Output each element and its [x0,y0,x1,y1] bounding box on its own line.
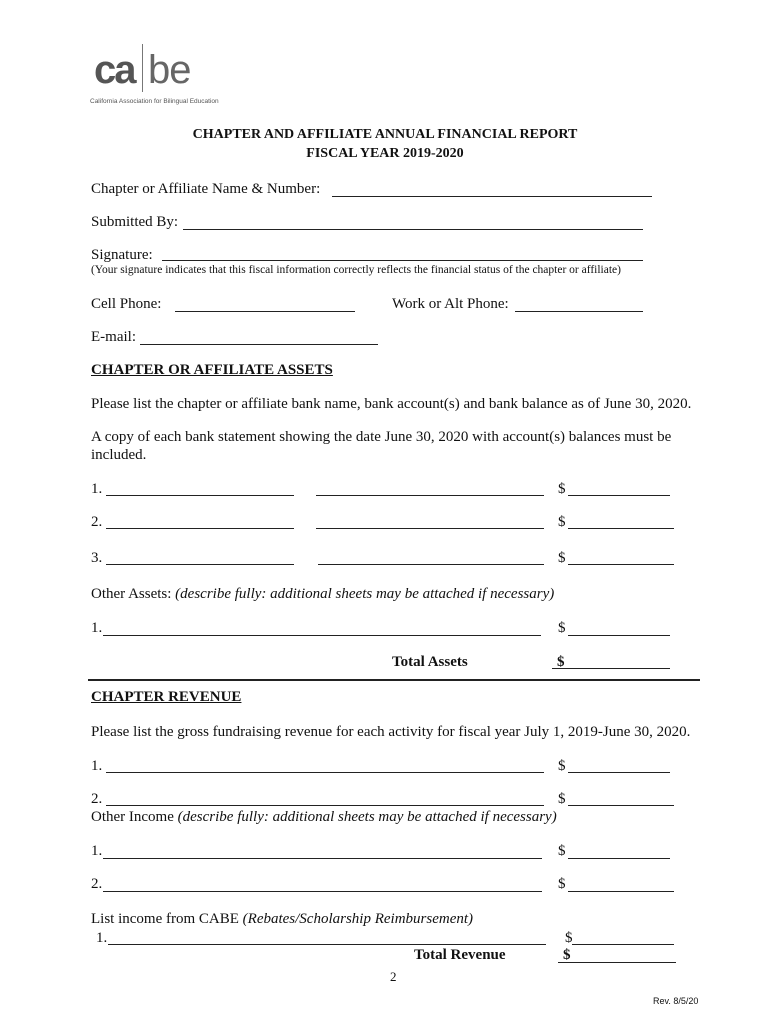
logo-letters-left: ca [94,48,135,92]
assets-statement-note-2: included. [91,447,147,463]
cabe-income-label-text: List income from CABE [91,911,243,927]
cabe-income-label [91,910,473,928]
name-label: Chapter or Affiliate Name & Number: [91,181,321,197]
other-income-label-text: Other Income [91,809,178,825]
asset-row-2-account-field[interactable] [316,528,544,529]
other-income-row-2-currency: $ [558,876,566,892]
submitted-label: Submitted By: [91,214,179,230]
revenue-row-1-currency: $ [558,758,566,774]
other-income-row-1-currency: $ [558,843,566,859]
revenue-row-2-currency: $ [558,791,566,807]
fiscal-year-title: FISCAL YEAR 2019-2020 [306,146,464,161]
total-assets-currency: $ [557,654,565,670]
asset-row-1-bank-field[interactable] [106,495,294,496]
cabe-income-row-number: 1. [96,930,108,946]
cell-phone-field[interactable] [175,311,355,312]
other-income-row-1-description-field[interactable] [103,858,542,859]
work-phone-label: Work or Alt Phone: [392,296,509,312]
asset-row-2-bank-field[interactable] [106,528,294,529]
cabe-income-description-field[interactable] [108,944,546,945]
other-assets-label-text: Other Assets: [91,586,176,602]
total-revenue-currency: $ [563,947,571,963]
other-income-row-1-number: 1. [91,843,103,859]
revenue-heading: CHAPTER REVENUE [91,689,242,705]
signature-field[interactable] [162,260,643,261]
revenue-row-2-number: 2. [91,791,103,807]
other-income-row-1-amount-field[interactable] [568,858,670,859]
cabe-logo [90,40,220,110]
asset-row-1-currency: $ [558,481,566,497]
asset-row-2-number: 2. [91,514,103,530]
signature-label: Signature: [91,247,153,263]
asset-row-3-amount-field[interactable] [568,564,674,565]
asset-row-3-bank-field[interactable] [106,564,294,565]
cell-phone-label: Cell Phone: [91,296,162,312]
signature-note: (Your signature indicates that this fiscal information correctly reflects the financial status of the chapter or affiliate) [91,264,621,276]
revenue-row-2-activity-field[interactable] [106,805,544,806]
other-income-note: (describe fully: additional sheets may be attached if necessary) [177,809,557,825]
revenue-row-1-number: 1. [91,758,103,774]
other-assets-note: (describe fully: additional sheets may be attached if necessary) [175,586,555,602]
other-assets-label [91,585,554,603]
submitted-field[interactable] [183,229,643,230]
other-asset-row-number: 1. [91,620,103,636]
section-divider [88,679,700,681]
total-assets-field[interactable] [552,668,670,669]
email-label: E-mail: [91,329,136,345]
asset-row-2-amount-field[interactable] [568,528,674,529]
assets-statement-note-1: A copy of each bank statement showing the date June 30, 2020 with account(s) balances must be [91,429,672,445]
email-field[interactable] [140,344,378,345]
other-asset-currency: $ [558,620,566,636]
other-income-label [91,808,557,826]
revenue-row-2-amount-field[interactable] [568,805,674,806]
page-number: 2 [390,969,397,984]
asset-row-1-amount-field[interactable] [568,495,670,496]
other-asset-amount-field[interactable] [568,635,670,636]
total-assets-label: Total Assets [392,654,468,670]
asset-row-1-number: 1. [91,481,103,497]
cabe-income-currency: $ [565,930,573,946]
other-income-row-2-description-field[interactable] [103,891,542,892]
other-income-row-2-number: 2. [91,876,103,892]
revenue-row-1-amount-field[interactable] [568,772,670,773]
cabe-income-amount-field[interactable] [572,944,674,945]
report-title: CHAPTER AND AFFILIATE ANNUAL FINANCIAL REPORT [192,127,578,142]
cabe-income-note: (Rebates/Scholarship Reimbursement) [242,911,474,927]
other-asset-description-field[interactable] [103,635,541,636]
revenue-row-1-activity-field[interactable] [106,772,544,773]
logo-letters-right: be [148,48,191,92]
assets-instruction: Please list the chapter or affiliate bank name, bank account(s) and bank balance as of June 30, 2020. [91,396,692,412]
asset-row-3-account-field[interactable] [318,564,544,565]
asset-row-2-currency: $ [558,514,566,530]
asset-row-3-currency: $ [558,550,566,566]
logo-tagline: California Association for Bilingual Education [90,98,219,105]
total-revenue-field[interactable] [558,962,676,963]
name-field[interactable] [332,196,652,197]
revenue-instruction: Please list the gross fundraising revenue for each activity for fiscal year July 1, 2019-June 30, 2020. [91,724,691,740]
work-phone-field[interactable] [515,311,643,312]
logo-divider [142,44,143,92]
assets-heading: CHAPTER OR AFFILIATE ASSETS [91,362,333,378]
revision-date: Rev. 8/5/20 [653,996,699,1006]
asset-row-3-number: 3. [91,550,103,566]
other-income-row-2-amount-field[interactable] [568,891,674,892]
total-revenue-label: Total Revenue [414,947,506,963]
asset-row-1-account-field[interactable] [316,495,544,496]
